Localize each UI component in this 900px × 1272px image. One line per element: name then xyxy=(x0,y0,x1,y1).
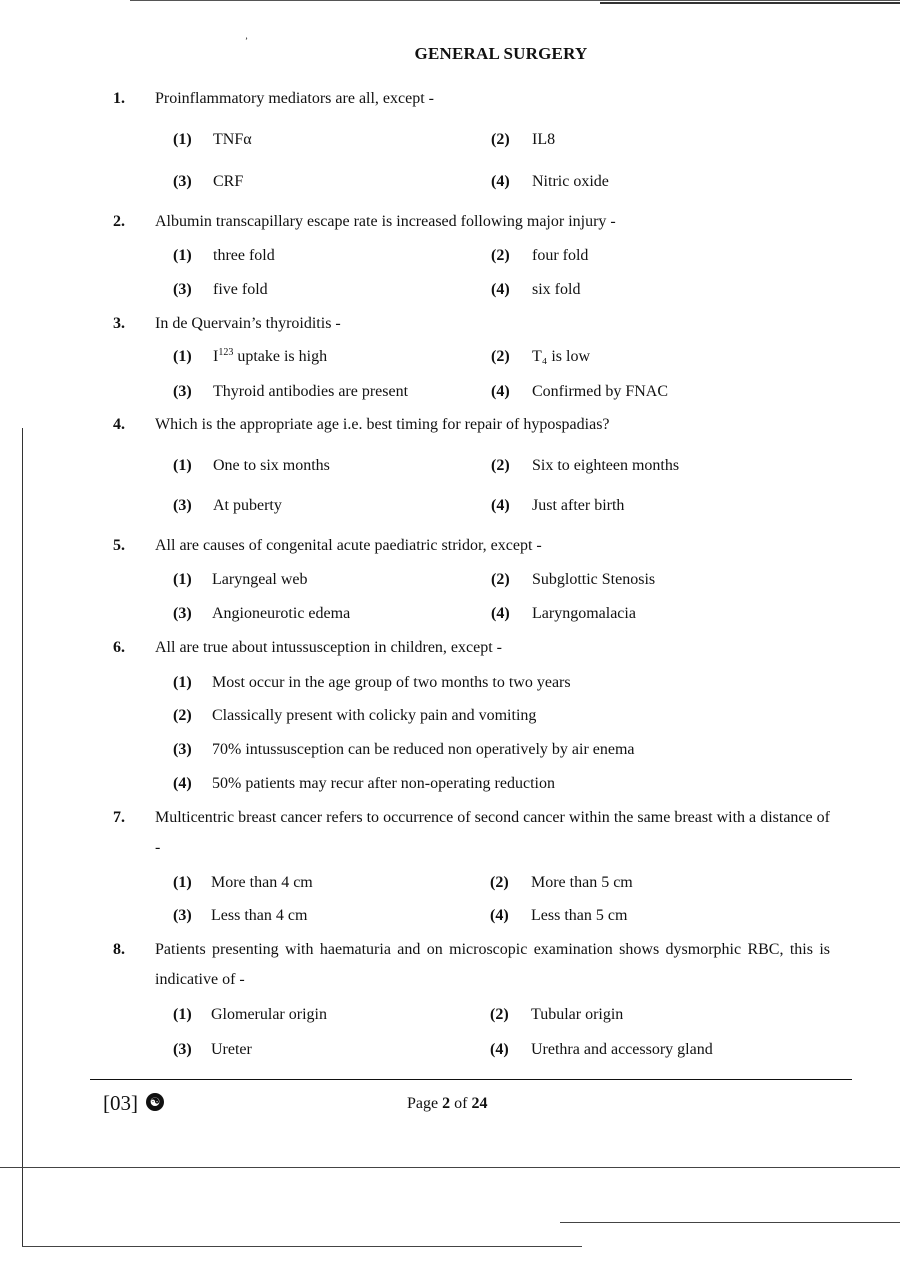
option-text xyxy=(213,347,327,367)
question-number: 2. xyxy=(113,213,125,230)
question-text: All are causes of congenital acute paediatric stridor, except - xyxy=(155,537,542,554)
question-number: 7. xyxy=(113,809,125,826)
option-number: (3) xyxy=(173,497,192,514)
scan-edge-line xyxy=(22,1246,582,1247)
yin-yang-icon: ☯ xyxy=(146,1093,164,1111)
question-number: 4. xyxy=(113,416,125,433)
option-number: (4) xyxy=(173,775,192,792)
option-text: Ureter xyxy=(211,1041,252,1058)
option-text-rest: uptake is high xyxy=(233,348,328,365)
scan-edge-line xyxy=(600,2,900,4)
option-text: Laryngomalacia xyxy=(532,605,636,622)
paper-code: [03] xyxy=(103,1091,138,1115)
option-number: (2) xyxy=(491,247,510,264)
option-number: (4) xyxy=(491,497,510,514)
option-text: Just after birth xyxy=(532,497,625,514)
question-text: Proinflammatory mediators are all, except - xyxy=(155,90,435,107)
scan-edge-line xyxy=(0,1167,900,1168)
option-number: (2) xyxy=(173,707,192,724)
page-number xyxy=(407,1095,487,1113)
question-text: In de Quervain’s thyroiditis - xyxy=(155,315,341,332)
option-text: T₄ is low xyxy=(532,348,591,365)
option-text: CRF xyxy=(213,173,244,190)
option-text: 70% intussusception can be reduced non operatively by air enema xyxy=(212,741,635,758)
question-text: Albumin transcapillary escape rate is increased following major injury - xyxy=(155,213,616,230)
option-text: IL8 xyxy=(532,131,556,148)
option-number: (4) xyxy=(491,281,510,298)
option-text: Six to eighteen months xyxy=(532,457,680,474)
option-number: (4) xyxy=(491,173,510,190)
option-number: (2) xyxy=(491,571,510,588)
option-text: six fold xyxy=(532,281,581,298)
option-number: (1) xyxy=(173,247,192,264)
option-number: (2) xyxy=(490,874,509,891)
option-text: Tubular origin xyxy=(531,1006,624,1023)
option-text: Less than 4 cm xyxy=(211,907,308,924)
question-text: All are true about intussusception in children, except - xyxy=(155,639,503,656)
iodine-symbol: I xyxy=(213,348,219,365)
option-text: Thyroid antibodies are present xyxy=(213,383,409,400)
option-number: (3) xyxy=(173,605,192,622)
option-text: Confirmed by FNAC xyxy=(532,383,668,400)
page-of: of xyxy=(450,1095,472,1112)
question-number: 8. xyxy=(113,941,125,958)
option-text: More than 4 cm xyxy=(211,874,313,891)
option-text: five fold xyxy=(213,281,268,298)
option-text: four fold xyxy=(532,247,589,264)
option-number: (1) xyxy=(173,131,192,148)
option-number: (4) xyxy=(490,1041,509,1058)
option-number: (3) xyxy=(173,907,192,924)
question-number: 6. xyxy=(113,639,125,656)
footer-divider xyxy=(90,1079,852,1080)
option-number: (1) xyxy=(173,457,192,474)
option-text: More than 5 cm xyxy=(531,874,633,891)
option-text: 50% patients may recur after non-operating reduction xyxy=(212,775,555,792)
option-number: (1) xyxy=(173,1006,192,1023)
scan-edge-line xyxy=(22,428,23,1246)
option-text: Less than 5 cm xyxy=(531,907,628,924)
option-text: Most occur in the age group of two months to two years xyxy=(212,674,571,691)
option-number: (2) xyxy=(490,1006,509,1023)
page-prefix: Page xyxy=(407,1095,443,1112)
scan-mark: ʼ xyxy=(245,36,248,46)
option-number: (1) xyxy=(173,571,192,588)
question-text: Patients presenting with haematuria and on microscopic examination shows dysmorphic RBC, this is indicative of - xyxy=(155,941,830,988)
option-number: (2) xyxy=(491,457,510,474)
option-text: TNFα xyxy=(213,131,252,148)
option-number: (1) xyxy=(173,874,192,891)
scan-edge-line xyxy=(560,1222,900,1223)
option-text: Glomerular origin xyxy=(211,1006,327,1023)
option-number: (4) xyxy=(491,383,510,400)
question-number: 1. xyxy=(113,90,125,107)
page-current: 2 xyxy=(442,1095,451,1112)
question-number: 3. xyxy=(113,315,125,332)
option-text: At puberty xyxy=(213,497,282,514)
option-number: (3) xyxy=(173,383,192,400)
option-text: three fold xyxy=(213,247,275,264)
option-number: (2) xyxy=(491,131,510,148)
option-text: Urethra and accessory gland xyxy=(531,1041,713,1058)
option-number: (2) xyxy=(491,348,510,365)
option-text: Nitric oxide xyxy=(532,173,609,190)
option-number: (4) xyxy=(490,907,509,924)
option-text: Classically present with colicky pain and vomiting xyxy=(212,707,537,724)
page-title: GENERAL SURGERY xyxy=(414,44,588,63)
isotope-superscript: 123 xyxy=(218,347,234,358)
scan-edge-line xyxy=(130,0,900,1)
option-text: One to six months xyxy=(213,457,330,474)
option-number: (3) xyxy=(173,281,192,298)
option-text: Angioneurotic edema xyxy=(212,605,351,622)
page-total: 24 xyxy=(471,1095,488,1112)
question-text: Multicentric breast cancer refers to occurrence of second cancer within the same breast with a distance of - xyxy=(155,809,830,856)
option-number: (3) xyxy=(173,173,192,190)
option-number: (3) xyxy=(173,1041,192,1058)
option-number: (1) xyxy=(173,348,192,365)
option-number: (1) xyxy=(173,674,192,691)
question-text: Which is the appropriate age i.e. best timing for repair of hypospadias? xyxy=(155,416,610,433)
option-number: (3) xyxy=(173,741,192,758)
option-number: (4) xyxy=(491,605,510,622)
question-number: 5. xyxy=(113,537,125,554)
option-text: Subglottic Stenosis xyxy=(532,571,656,588)
option-text: Laryngeal web xyxy=(212,571,308,588)
